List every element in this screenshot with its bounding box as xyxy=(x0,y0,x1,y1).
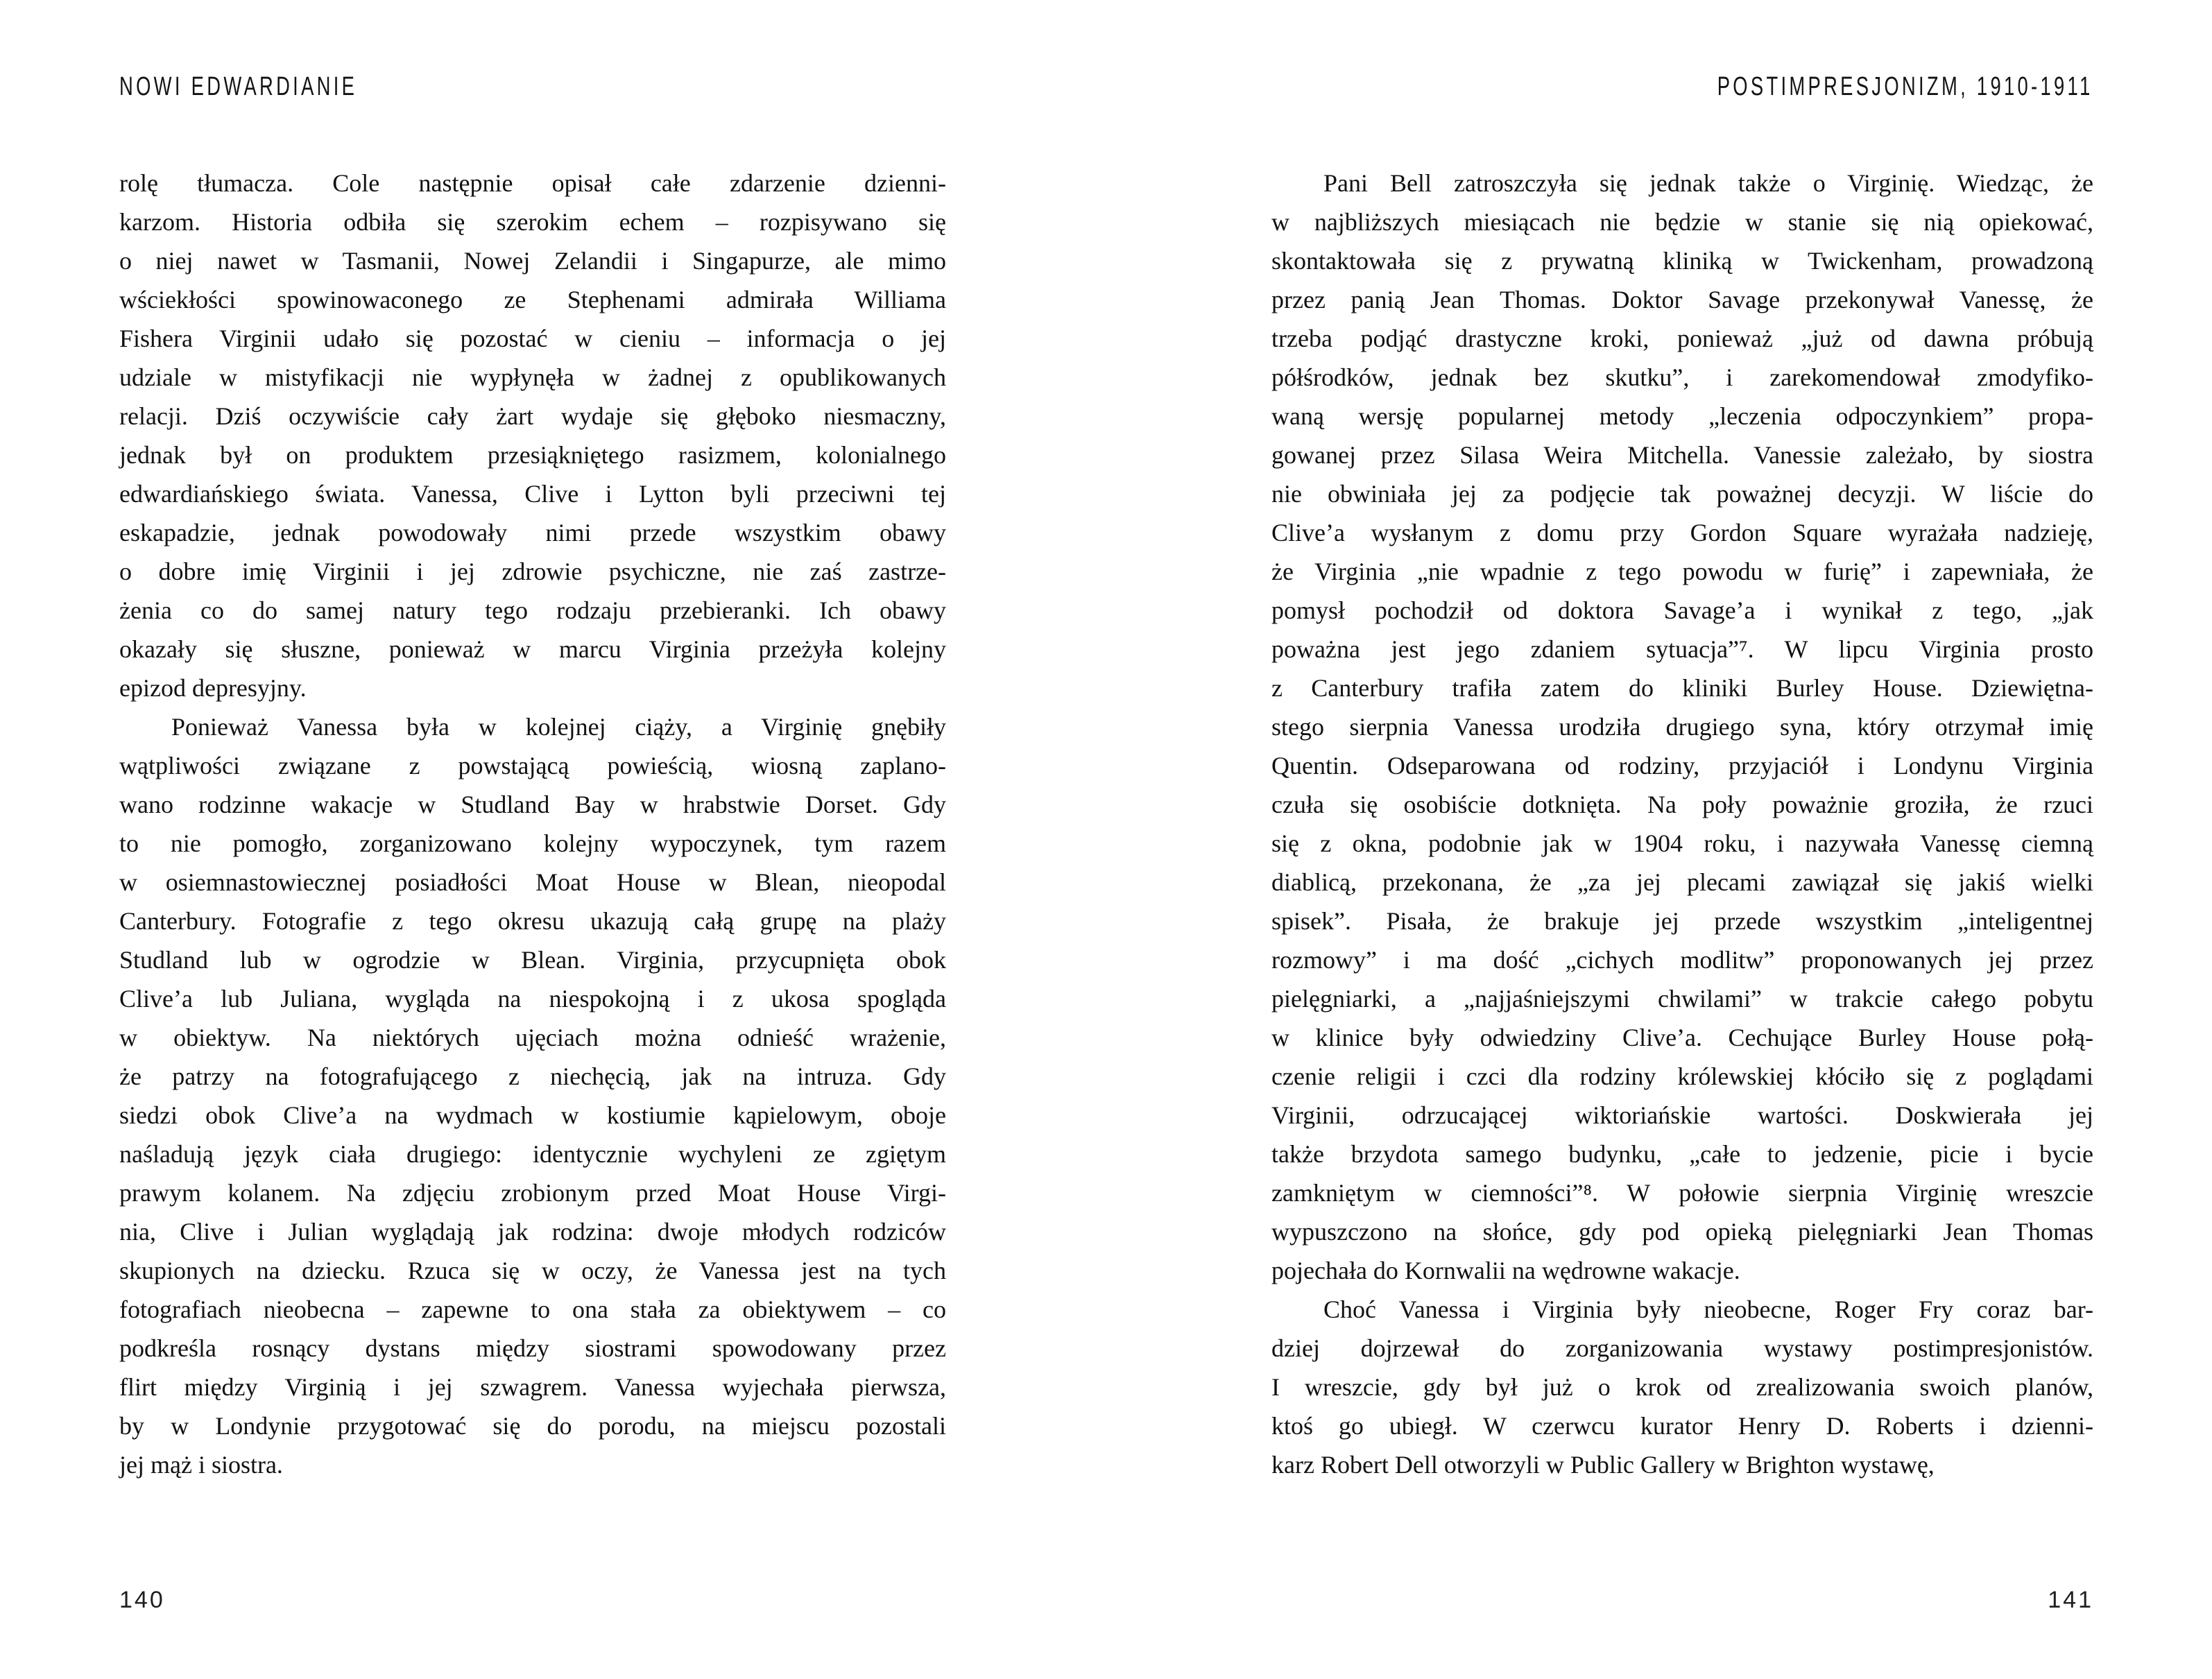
text-line: trzeba podjąć drastyczne kroki, ponieważ „już od dawna próbują xyxy=(1271,325,2093,352)
text-line: epizod depresyjny. xyxy=(119,674,307,702)
text-line: przez panią Jean Thomas. Doktor Savage przekonywał Vanessę, że xyxy=(1271,286,2093,313)
text-line: diablicą, przekonana, że „za jej plecami zawiązał się jakiś wielki xyxy=(1271,868,2093,896)
text-line: się z okna, podobnie jak w 1904 roku, i nazywała Vanessę ciemną xyxy=(1271,829,2093,857)
text-line: w osiemnastowiecznej posiadłości Moat House w Blean, nieopodal xyxy=(119,868,946,896)
text-line: naśladują język ciała drugiego: identycznie wychyleni ze zgiętym xyxy=(119,1140,946,1168)
text-line: wściekłości spowinowaconego ze Stephenami admirała Williama xyxy=(119,286,946,313)
text-line: wypuszczono na słońce, gdy pod opieką pielęgniarki Jean Thomas xyxy=(1271,1218,2093,1246)
text-line: flirt między Virginią i jej szwagrem. Vanessa wyjechała pierwsza, xyxy=(119,1373,946,1401)
text-line: Fishera Virginii udało się pozostać w cieniu – informacja o jej xyxy=(119,325,946,352)
text-line: eskapadzie, jednak powodowały nimi przede wszystkim obawy xyxy=(119,519,946,546)
text-line: z Canterbury trafiła zatem do kliniki Burley House. Dziewiętna- xyxy=(1271,674,2093,702)
text-line: skontaktowała się z prywatną kliniką w Twickenham, prowadzoną xyxy=(1271,247,2093,275)
text-line: pomysł pochodził od doktora Savage’a i wynikał z tego, „jak xyxy=(1271,596,2093,624)
right-running-head: POSTIMPRESJONIZM, 1910-1911 xyxy=(1717,72,2093,101)
text-line: Pani Bell zatroszczyła się jednak także o Virginię. Wiedząc, że xyxy=(1323,169,2093,197)
left-page-body xyxy=(119,164,946,1484)
text-line: okazały się słuszne, ponieważ w marcu Virginia przeżyła kolejny xyxy=(119,635,946,663)
paragraph xyxy=(1271,164,2093,1290)
text-line: waną wersję popularnej metody „leczenia odpoczynkiem” propa- xyxy=(1271,402,2093,430)
text-line: czenie religii i czci dla rodziny królewskiej kłóciło się z poglądami xyxy=(1271,1062,2093,1090)
text-line: prawym kolanem. Na zdjęciu zrobionym przed Moat House Virgi- xyxy=(119,1179,946,1207)
text-line: skupionych na dziecku. Rzuca się w oczy, że Vanessa jest na tych xyxy=(119,1257,946,1284)
text-line: udziale w mistyfikacji nie wypłynęła w żadnej z opublikowanych xyxy=(119,363,946,391)
text-line: nia, Clive i Julian wyglądają jak rodzina: dwoje młodych rodziców xyxy=(119,1218,946,1246)
text-line: Canterbury. Fotografie z tego okresu ukazują całą grupę na plaży xyxy=(119,907,946,935)
text-line: karz Robert Dell otworzyli w Public Gallery w Brighton wystawę, xyxy=(1271,1451,1935,1479)
paragraph xyxy=(119,164,946,707)
text-line: I wreszcie, gdy był już o krok od zrealizowania swoich planów, xyxy=(1271,1373,2093,1401)
text-line: w najbliższych miesiącach nie będzie w stanie się nią opiekować, xyxy=(1271,208,2093,236)
text-line: stego sierpnia Vanessa urodziła drugiego syna, który otrzymał imię xyxy=(1271,713,2093,741)
text-line: Choć Vanessa i Virginia były nieobecne, Roger Fry coraz bar- xyxy=(1323,1295,2093,1323)
right-page-number: 141 xyxy=(2048,1587,2093,1613)
text-line: nie obwiniała jej za podjęcie tak poważnej decyzji. W liście do xyxy=(1271,480,2093,508)
text-line: poważna jest jego zdaniem sytuacja”⁷. W lipcu Virginia prosto xyxy=(1271,635,2093,663)
text-line: ktoś go ubiegł. W czerwcu kurator Henry D. Roberts i dzienni- xyxy=(1271,1412,2093,1440)
paragraph xyxy=(1271,1290,2093,1484)
text-line: fotografiach nieobecna – zapewne to ona stała za obiektywem – co xyxy=(119,1295,946,1323)
text-line: że Virginia „nie wpadnie z tego powodu w furię” i zapewniała, że xyxy=(1271,558,2093,585)
left-page-number: 140 xyxy=(119,1587,165,1613)
text-line: edwardiańskiego świata. Vanessa, Clive i Lytton byli przeciwni tej xyxy=(119,480,946,508)
text-line: czuła się osobiście dotknięta. Na poły poważnie groziła, że rzuci xyxy=(1271,791,2093,818)
text-line: dziej dojrzewał do zorganizowania wystawy postimpresjonistów. xyxy=(1271,1334,2093,1362)
text-line: Quentin. Odseparowana od rodziny, przyjaciół i Londynu Virginia xyxy=(1271,752,2093,780)
text-line: relacji. Dziś oczywiście cały żart wydaje się głęboko niesmaczny, xyxy=(119,402,946,430)
text-line: wano rodzinne wakacje w Studland Bay w hrabstwie Dorset. Gdy xyxy=(119,791,946,818)
text-line: rozmowy” i ma dość „cichych modlitw” proponowanych jej przez xyxy=(1271,946,2093,974)
text-line: siedzi obok Clive’a na wydmach w kostiumie kąpielowym, oboje xyxy=(119,1101,946,1129)
text-line: spisek”. Pisała, że brakuje jej przede wszystkim „inteligentnej xyxy=(1271,907,2093,935)
text-line: półśrodków, jednak bez skutku”, i zarekomendował zmodyfiko- xyxy=(1271,363,2093,391)
text-line: że patrzy na fotografującego z niechęcią, jak na intruza. Gdy xyxy=(119,1062,946,1090)
text-line: w obiektyw. Na niektórych ujęciach można odnieść wrażenie, xyxy=(119,1024,946,1051)
text-line: o niej nawet w Tasmanii, Nowej Zelandii i Singapurze, ale mimo xyxy=(119,247,946,275)
right-page-body xyxy=(1271,164,2093,1484)
text-line: jednak był on produktem przesiąkniętego rasizmem, kolonialnego xyxy=(119,441,946,469)
text-line: karzom. Historia odbiła się szerokim echem – rozpisywano się xyxy=(119,208,946,236)
text-line: o dobre imię Virginii i jej zdrowie psychiczne, nie zaś zastrze- xyxy=(119,558,946,585)
text-line: jej mąż i siostra. xyxy=(119,1451,283,1479)
text-line: także brzydota samego budynku, „całe to jedzenie, picie i bycie xyxy=(1271,1140,2093,1168)
text-line: w klinice były odwiedziny Clive’a. Cechujące Burley House połą- xyxy=(1271,1024,2093,1051)
text-line: Ponieważ Vanessa była w kolejnej ciąży, a Virginię gnębiły xyxy=(171,713,946,741)
text-line: pojechała do Kornwalii na wędrowne wakacje. xyxy=(1271,1257,1740,1284)
paragraph xyxy=(119,707,946,1484)
text-line: żenia co do samej natury tego rodzaju przebieranki. Ich obawy xyxy=(119,596,946,624)
text-line: by w Londynie przygotować się do porodu, na miejscu pozostali xyxy=(119,1412,946,1440)
text-line: rolę tłumacza. Cole następnie opisał całe zdarzenie dzienni- xyxy=(119,169,946,197)
text-line: Virginii, odrzucającej wiktoriańskie wartości. Doskwierała jej xyxy=(1271,1101,2093,1129)
text-line: zamkniętym w ciemności”⁸. W połowie sierpnia Virginię wreszcie xyxy=(1271,1179,2093,1207)
text-line: to nie pomogło, zorganizowano kolejny wypoczynek, tym razem xyxy=(119,829,946,857)
text-line: wątpliwości związane z powstającą powieścią, wiosną zaplano- xyxy=(119,752,946,780)
text-line: Studland lub w ogrodzie w Blean. Virginia, przycupnięta obok xyxy=(119,946,946,974)
left-running-head: NOWI EDWARDIANIE xyxy=(119,72,358,101)
text-line: podkreśla rosnący dystans między siostrami spowodowany przez xyxy=(119,1334,946,1362)
text-line: Clive’a lub Juliana, wygląda na niespokojną i z ukosa spogląda xyxy=(119,985,946,1013)
text-line: gowanej przez Silasa Weira Mitchella. Vanessie zależało, by siostra xyxy=(1271,441,2093,469)
text-line: Clive’a wysłanym z domu przy Gordon Square wyrażała nadzieję, xyxy=(1271,519,2093,546)
text-line: pielęgniarki, a „najjaśniejszymi chwilami” w trakcie całego pobytu xyxy=(1271,985,2093,1013)
